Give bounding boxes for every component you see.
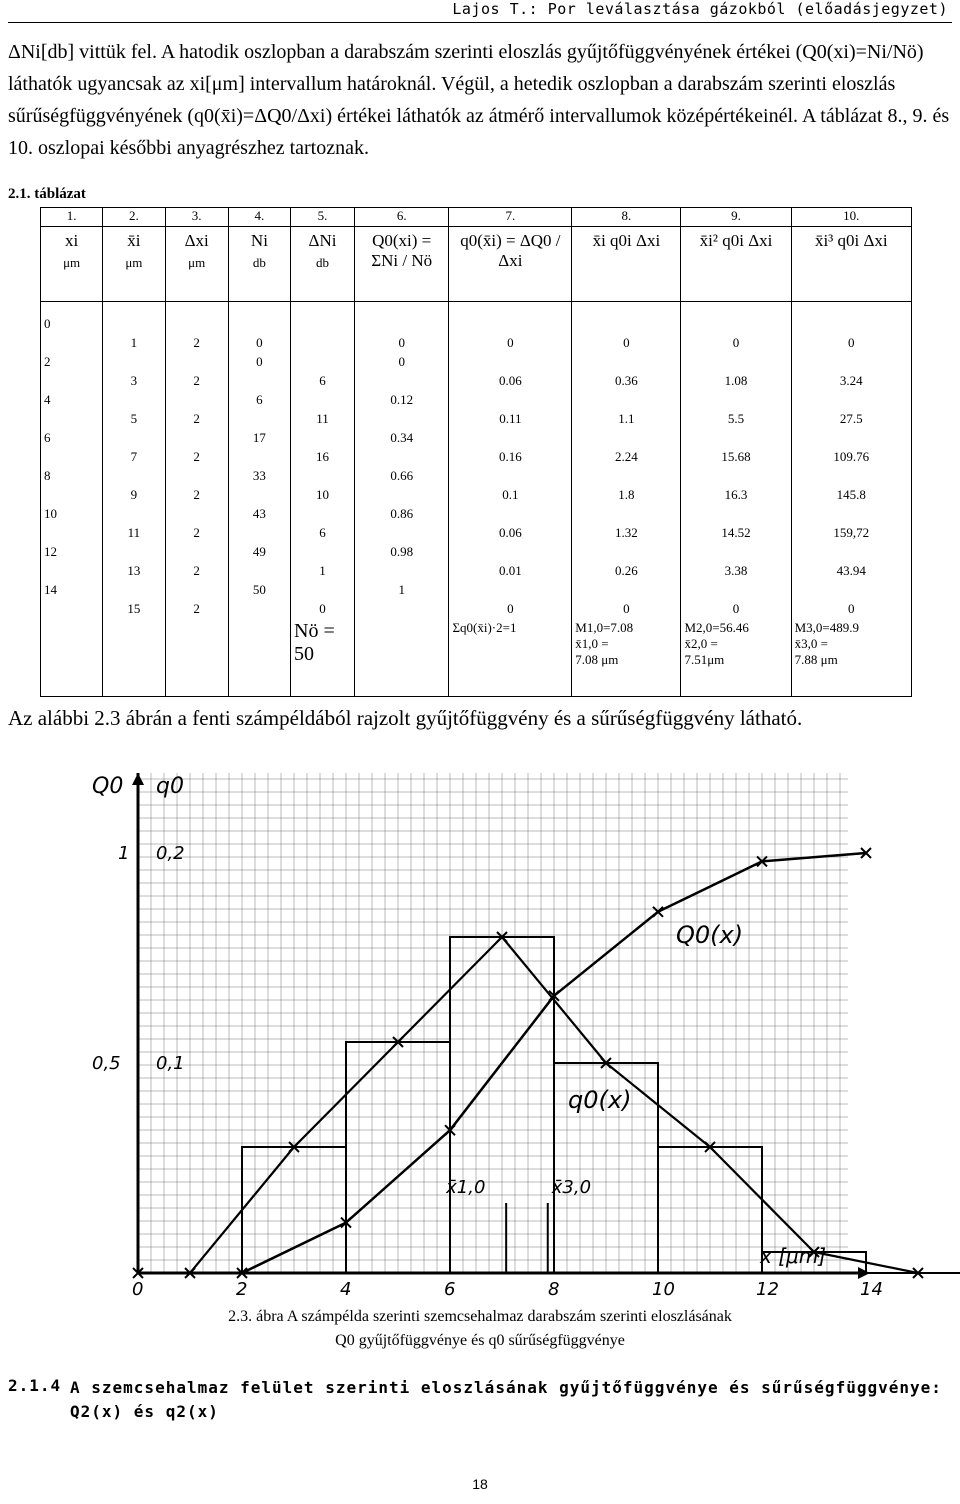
table-cell [449, 354, 572, 373]
table-cell: 0 [449, 601, 572, 620]
table-cell [41, 563, 103, 582]
table-cell: 0 [572, 601, 681, 620]
x-tick-label: 6 [444, 1279, 456, 1300]
table-cell [572, 582, 681, 601]
foot-cell [103, 620, 165, 697]
table-cell [354, 449, 449, 468]
table-cell [354, 316, 449, 335]
table-spacer [41, 302, 912, 317]
table-cell [165, 582, 228, 601]
table-cell [228, 449, 290, 468]
col-header [791, 227, 911, 302]
table-cell: 2 [165, 373, 228, 392]
col-unit: μm [188, 255, 206, 270]
table-cell [354, 411, 449, 430]
table-cell: 9 [103, 487, 165, 506]
table-cell [354, 525, 449, 544]
table-cell [791, 506, 911, 525]
table-cell [41, 449, 103, 468]
table-cell [791, 544, 911, 563]
table-cell [572, 430, 681, 449]
table-cell [572, 302, 681, 317]
table-cell [449, 468, 572, 487]
table-cell: 50 [228, 582, 290, 601]
x-axis-label: x [μm] [760, 1244, 827, 1268]
table-cell: 0.06 [449, 525, 572, 544]
table-cell [103, 468, 165, 487]
table-cell: 0 [41, 316, 103, 335]
table-cell: 0 [354, 335, 449, 354]
table-cell: 14.52 [681, 525, 791, 544]
table-cell: 33 [228, 468, 290, 487]
table-cell [103, 302, 165, 317]
table-cell [791, 354, 911, 373]
table-cell: 0.66 [354, 468, 449, 487]
table-cell [791, 302, 911, 317]
running-header: Lajos T.: Por leválasztása gázokból (előadásjegyzet) [452, 0, 948, 18]
col-unit: μm [125, 255, 143, 270]
table-cell [791, 582, 911, 601]
table-cell: 0.36 [572, 373, 681, 392]
section-number: 2.1.4 [8, 1376, 62, 1395]
table-cell [41, 411, 103, 430]
table-cell [291, 354, 355, 373]
table-cell [228, 316, 290, 335]
table-cell [228, 563, 290, 582]
table-cell: 0 [681, 601, 791, 620]
col-header [449, 227, 572, 302]
table-title: 2.1. táblázat [8, 186, 86, 202]
table-cell: 0.1 [449, 487, 572, 506]
table-cell: 0.11 [449, 411, 572, 430]
col-header [354, 227, 449, 302]
col-unit: db [315, 255, 329, 270]
table-row [41, 335, 912, 354]
foot-cell [165, 620, 228, 697]
table-cell: 1.1 [572, 411, 681, 430]
table-cell: 0 [291, 601, 355, 620]
table-cell [449, 302, 572, 317]
foot-cell: M2,0=56.46 x̄2,0 = 7.51μm [681, 620, 791, 697]
col-header-label: x̄i² q0i Δxi [699, 231, 773, 250]
table-cell: 11 [103, 525, 165, 544]
table-cell [449, 582, 572, 601]
table-row [41, 468, 912, 487]
table-row [41, 411, 912, 430]
col-number: 5. [291, 208, 355, 227]
table-cell: 0.86 [354, 506, 449, 525]
col-header-label: xi [65, 231, 79, 250]
section-heading: A szemcsehalmaz felület szerinti eloszlásának gyűjtőfüggvénye és sűrűségfüggvénye: Q2(x) és q2(x) [70, 1378, 942, 1421]
table-cell: 14 [41, 582, 103, 601]
col-header [291, 227, 355, 302]
col-header [103, 227, 165, 302]
table-cell: 3.24 [791, 373, 911, 392]
table-cell [354, 302, 449, 317]
x-tick-label: 10 [652, 1279, 675, 1300]
table-cell: 0.16 [449, 449, 572, 468]
table-cell: 3.38 [681, 563, 791, 582]
col-unit: μm [63, 255, 81, 270]
table-cell [103, 392, 165, 411]
x10-label: x̄1,0 [446, 1177, 486, 1198]
intro-paragraph: ΔNi[db] vittük fel. A hatodik oszlopban a darabszám szerinti eloszlás gyűjtőfüggvényének értékei (Q0(xi)=Ni/Nö) láthatók ugyancsak az xi[μm] intervallum határoknál. Végül, a hetedik oszlopban a darabszám szerinti eloszlás sűrűségfüggvényének (q0(x̄i)=ΔQ0/Δxi) értékei láthatók az átmérő intervallumok középértékeinél. A táblázat 8., 9. és 10. oszlopai későbbi anyagrészhez tartoznak. [8, 41, 950, 159]
table-cell: 5.5 [681, 411, 791, 430]
table-cell [165, 302, 228, 317]
table-cell: 0 [791, 601, 911, 620]
table-cell: 0 [354, 354, 449, 373]
table-cell [103, 506, 165, 525]
table-cell: 2 [165, 487, 228, 506]
table-cell: 16.3 [681, 487, 791, 506]
table-cell [681, 506, 791, 525]
col-number: 10. [791, 208, 911, 227]
table-row [41, 563, 912, 582]
x-tick-label: 0 [132, 1279, 144, 1300]
col-header [681, 227, 791, 302]
table-cell [354, 601, 449, 620]
q0-curve-label: q0(x) [568, 1086, 632, 1114]
table-cell: 8 [41, 468, 103, 487]
table-row [41, 392, 912, 411]
table-cell [291, 468, 355, 487]
col-header-label: q0(x̄i) = ΔQ0 / Δxi [460, 231, 561, 270]
col-header-label: x̄i q0i Δxi [592, 231, 661, 250]
y-tick-Q-05: 0,5 [92, 1053, 121, 1074]
table-cell [291, 544, 355, 563]
table-header-row [41, 227, 912, 302]
table-cell: 2.24 [572, 449, 681, 468]
table-row [41, 354, 912, 373]
table-row [41, 316, 912, 335]
table-cell [681, 392, 791, 411]
table-cell [165, 544, 228, 563]
table-cell [681, 544, 791, 563]
table-cell [791, 430, 911, 449]
table-cell [681, 302, 791, 317]
y-tick-q-01: 0,1 [156, 1053, 185, 1074]
col-number: 7. [449, 208, 572, 227]
table-cell [681, 430, 791, 449]
table-row [41, 544, 912, 563]
table-cell: 1 [291, 563, 355, 582]
table-cell: 4 [41, 392, 103, 411]
x-tick-label: 8 [548, 1279, 560, 1300]
table-row [41, 525, 912, 544]
table-cell [681, 316, 791, 335]
table-cell [228, 487, 290, 506]
table-cell [791, 468, 911, 487]
col-header-label: ΔNi [308, 231, 337, 250]
table-cell [41, 487, 103, 506]
table-cell [291, 506, 355, 525]
table-cell: 6 [228, 392, 290, 411]
col-number: 4. [228, 208, 290, 227]
table-cell [354, 563, 449, 582]
table-cell [449, 430, 572, 449]
table-cell [572, 354, 681, 373]
table-cell: 27.5 [791, 411, 911, 430]
table-cell: 0 [228, 354, 290, 373]
col-header [165, 227, 228, 302]
table-cell [228, 601, 290, 620]
table-foot-row [41, 620, 912, 697]
col-header [41, 227, 103, 302]
y-tick-Q-1: 1 [118, 843, 130, 864]
header-rule [8, 22, 952, 23]
table-cell [103, 582, 165, 601]
table-cell [291, 335, 355, 354]
table-cell [291, 302, 355, 317]
table-cell: 10 [41, 506, 103, 525]
table-cell: 2 [165, 525, 228, 544]
x-tick-label: 14 [860, 1279, 883, 1300]
table-cell: 1 [103, 335, 165, 354]
table-cell: 5 [103, 411, 165, 430]
table-cell: 2 [165, 411, 228, 430]
table-cell: 2 [165, 601, 228, 620]
table-cell: 15 [103, 601, 165, 620]
x30-label: x̄3,0 [551, 1177, 592, 1198]
table-cell: 2 [41, 354, 103, 373]
table-cell: 43 [228, 506, 290, 525]
col-header [228, 227, 290, 302]
table-cell: 2 [165, 449, 228, 468]
table-cell [228, 411, 290, 430]
table-cell [165, 354, 228, 373]
table-cell: 11 [291, 411, 355, 430]
table-cell [165, 392, 228, 411]
table-cell [681, 468, 791, 487]
table-cell [103, 316, 165, 335]
col-header [572, 227, 681, 302]
table-cell: 109.76 [791, 449, 911, 468]
table-cell: 49 [228, 544, 290, 563]
table-cell: 17 [228, 430, 290, 449]
col-header-label: x̄i [127, 231, 141, 250]
table-cell [791, 316, 911, 335]
y-label-Q: Q0 [92, 774, 124, 799]
table-cell [572, 392, 681, 411]
table-cell [103, 430, 165, 449]
table-cell [572, 506, 681, 525]
col-header-label: Q0(xi) = ΣNi / Nö [371, 231, 433, 270]
table-cell: 1.8 [572, 487, 681, 506]
table-cell: 6 [41, 430, 103, 449]
table-cell [41, 601, 103, 620]
table-cell: 0.01 [449, 563, 572, 582]
table-cell: 0.06 [449, 373, 572, 392]
col-number: 2. [103, 208, 165, 227]
table-cell [572, 544, 681, 563]
table-col-numbers [41, 208, 912, 227]
y-tick-q-02: 0,2 [156, 843, 185, 864]
table-cell [354, 373, 449, 392]
figure-caption [0, 1305, 960, 1353]
table-cell: 13 [103, 563, 165, 582]
table-cell: 1 [354, 582, 449, 601]
table-cell: 0 [449, 335, 572, 354]
table-cell [681, 354, 791, 373]
table-cell: 0 [791, 335, 911, 354]
table-cell [291, 392, 355, 411]
table-row [41, 506, 912, 525]
table-row [41, 373, 912, 392]
table-cell [449, 506, 572, 525]
figure-caption-line-1: 2.3. ábra A számpélda szerinti szemcsehalmaz darabszám szerinti eloszlásának [228, 1308, 732, 1325]
table-cell [41, 373, 103, 392]
table-cell: 6 [291, 373, 355, 392]
x-tick-label: 12 [756, 1279, 779, 1300]
table-cell: 1.32 [572, 525, 681, 544]
table-row [41, 601, 912, 620]
col-number: 1. [41, 208, 103, 227]
table-cell [791, 392, 911, 411]
x-tick-label: 2 [236, 1279, 248, 1300]
table-cell [354, 487, 449, 506]
table-cell: 16 [291, 449, 355, 468]
table-cell [165, 430, 228, 449]
y-label-q: q0 [156, 774, 184, 799]
table-cell: 15.68 [681, 449, 791, 468]
col-number: 6. [354, 208, 449, 227]
table-cell: 0.98 [354, 544, 449, 563]
table-row [41, 487, 912, 506]
table-cell: 145.8 [791, 487, 911, 506]
table-cell [165, 506, 228, 525]
table-cell [291, 582, 355, 601]
table-cell: 159,72 [791, 525, 911, 544]
table-cell: 2 [165, 563, 228, 582]
table-cell [291, 430, 355, 449]
table-cell: 0.26 [572, 563, 681, 582]
table-cell [41, 335, 103, 354]
foot-cell: Σq0(x̄i)·2=1 [449, 620, 572, 697]
table-cell: 0.34 [354, 430, 449, 449]
foot-cell [228, 620, 290, 697]
table-cell [228, 302, 290, 317]
table-cell: 0 [228, 335, 290, 354]
table-cell: 7 [103, 449, 165, 468]
table-cell: 1.08 [681, 373, 791, 392]
table-cell [103, 544, 165, 563]
table-cell: 12 [41, 544, 103, 563]
data-table [40, 207, 912, 697]
table-cell [572, 316, 681, 335]
foot-cell: Nö = 50 [291, 620, 355, 697]
col-header-label: x̄i³ q0i Δxi [814, 231, 888, 250]
table-cell [41, 302, 103, 317]
distribution-figure [88, 763, 883, 1300]
table-cell [41, 525, 103, 544]
table-cell: 3 [103, 373, 165, 392]
table-cell: 0 [572, 335, 681, 354]
x-tick-label: 4 [340, 1279, 352, 1300]
table-cell: 0.12 [354, 392, 449, 411]
table-cell [572, 468, 681, 487]
table-cell [165, 468, 228, 487]
table-cell [449, 392, 572, 411]
table-cell [103, 354, 165, 373]
table-cell: 6 [291, 525, 355, 544]
table-row [41, 582, 912, 601]
table-row [41, 430, 912, 449]
col-number: 9. [681, 208, 791, 227]
table-row [41, 449, 912, 468]
col-number: 3. [165, 208, 228, 227]
foot-cell [41, 620, 103, 697]
table-cell [165, 316, 228, 335]
figure-caption-line-2: Q0 gyűjtőfüggvénye és q0 sűrűségfüggvénye [335, 1332, 625, 1349]
table-cell [681, 582, 791, 601]
col-number: 8. [572, 208, 681, 227]
foot-cell: M3,0=489.9 x̄3,0 = 7.88 μm [791, 620, 911, 697]
histogram-q0 [138, 937, 960, 1273]
figure-reference: Az alábbi 2.3 ábrán a fenti számpéldából rajzolt gyűjtőfüggvény és a sűrűségfüggvény látható. [8, 706, 803, 730]
foot-cell: M1,0=7.08 x̄1,0 = 7.08 μm [572, 620, 681, 697]
table-cell [449, 316, 572, 335]
Q0-curve-label: Q0(x) [676, 921, 744, 949]
col-header-label: Δxi [184, 231, 209, 250]
table-cell: 2 [165, 335, 228, 354]
table-cell [449, 544, 572, 563]
table-cell: 10 [291, 487, 355, 506]
col-unit: db [252, 255, 266, 270]
table-cell [228, 373, 290, 392]
page-number: 18 [472, 1476, 488, 1492]
foot-cell [354, 620, 449, 697]
table-cell: 0 [681, 335, 791, 354]
table-cell [291, 316, 355, 335]
table-cell [228, 525, 290, 544]
table-cell: 43.94 [791, 563, 911, 582]
col-header-label: Ni [250, 231, 268, 250]
